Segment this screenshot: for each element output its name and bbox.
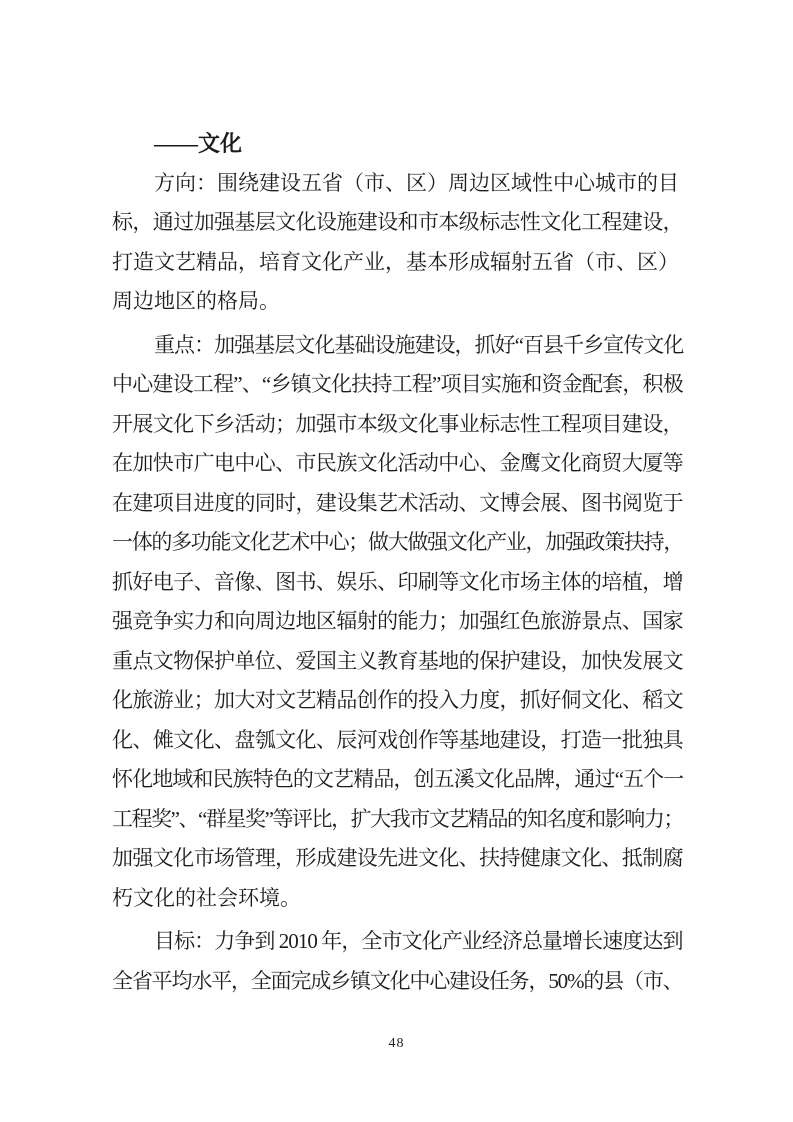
text-line: 开展文化下乡活动；加强市本级文化事业标志性工程项目建设， [112, 411, 684, 436]
text-line: 全省平均水平，全面完成乡镇文化中心建设任务，50%的县（市、 [112, 968, 683, 993]
text-line: 化旅游业；加大对文艺精品创作的投入力度，抓好侗文化、稻文 [112, 688, 684, 712]
text-line: 加强文化市场管理，形成建设先进文化、扶持健康文化、抵制腐 [112, 846, 684, 870]
paragraph-key-points [112, 326, 683, 919]
text-line: 在加快市广电中心、市民族文化活动中心、金鹰文化商贸大厦等 [112, 451, 684, 475]
text-line: 工程奖”、“群星奖”等评比，扩大我市文艺精品的知名度和影响力； [112, 806, 683, 831]
paragraph-goals [112, 922, 683, 1001]
text-line: 标，通过加强基层文化设施建设和市本级标志性文化工程建设， [112, 210, 684, 234]
paragraph-direction [112, 164, 683, 322]
section-heading: ——文化 [154, 131, 243, 156]
text-line: 强竞争实力和向周边地区辐射的能力；加强红色旅游景点、国家 [112, 609, 684, 633]
page-number: 48 [388, 1036, 405, 1051]
paragraphs-container [112, 164, 683, 1002]
text-line: 目标：力争到 2010 年，全市文化产业经济总量增长速度达到 [154, 929, 683, 953]
text-line: 抓好电子、音像、图书、娱乐、印刷等文化市场主体的培植，增 [112, 569, 684, 594]
text-line: 重点文物保护单位、爱国主义教育基地的保护建设，加快发展文 [112, 648, 684, 673]
text-line: 化、傩文化、盘瓠文化、辰河戏创作等基地建设，打造一批独具 [112, 727, 684, 752]
text-line: 打造文艺精品，培育文化产业，基本形成辐射五省（市、区） [112, 249, 679, 274]
text-line: 周边地区的格局。 [112, 289, 280, 313]
text-line: 朽文化的社会环境。 [112, 885, 301, 910]
text-line: 在建项目进度的同时，建设集艺术活动、文博会展、图书阅览于 [112, 490, 684, 515]
text-line: 怀化地域和民族特色的文艺精品，创五溪文化品牌，通过“五个一 [112, 767, 684, 791]
text-line: 方向：围绕建设五省（市、区）周边区域性中心城市的目 [154, 170, 679, 195]
text-line: 重点：加强基层文化基础设施建设，抓好“百县千乡宣传文化 [154, 332, 684, 357]
page-body [112, 124, 683, 1001]
text-line: 中心建设工程”、“乡镇文化扶持工程”项目实施和资金配套，积极 [112, 372, 683, 396]
text-line: 一体的多功能文化艺术中心；做大做强文化产业，加强政策扶持， [112, 530, 684, 554]
